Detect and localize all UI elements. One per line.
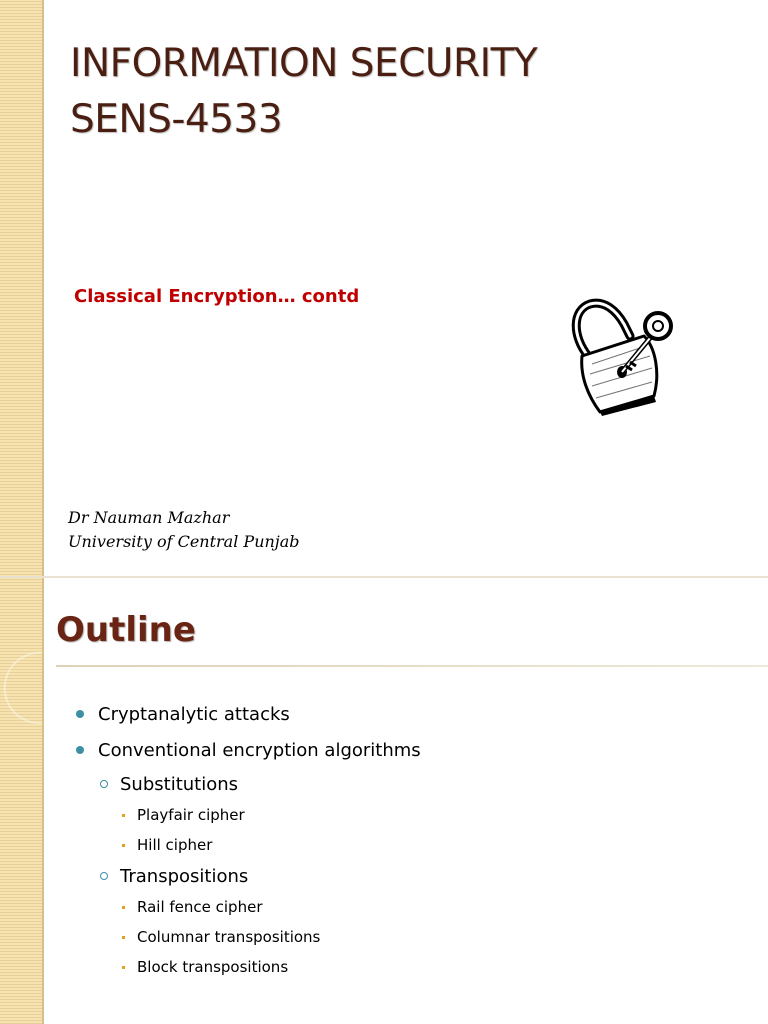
outline-title: Outline — [56, 610, 196, 650]
author-block — [68, 506, 300, 554]
list-item — [100, 768, 421, 800]
bullet-dot-icon — [76, 746, 84, 754]
list-item — [122, 922, 421, 952]
list-item-text: Playfair cipher — [137, 806, 245, 824]
decorative-side-stripe — [0, 578, 44, 1024]
decorative-side-stripe — [0, 0, 44, 578]
bullet-square-icon — [122, 936, 125, 939]
list-item-text: Block transpositions — [137, 958, 289, 976]
padlock-with-key-icon — [566, 292, 678, 416]
bullet-ring-icon — [100, 872, 108, 880]
list-item-text: Cryptanalytic attacks — [98, 703, 290, 725]
bullet-square-icon — [122, 906, 125, 909]
author-affiliation: University of Central Punjab — [68, 532, 300, 551]
list-item — [122, 892, 421, 922]
list-item-text: Conventional encryption algorithms — [98, 739, 421, 761]
outline-list — [76, 696, 421, 982]
slide-outline — [0, 578, 768, 1024]
bullet-dot-icon — [76, 710, 84, 718]
list-item — [100, 860, 421, 892]
list-item — [122, 952, 421, 982]
list-item — [76, 696, 421, 732]
list-item — [76, 732, 421, 768]
author-name: Dr Nauman Mazhar — [68, 508, 230, 527]
list-item-text: Rail fence cipher — [137, 898, 263, 916]
bullet-square-icon — [122, 814, 125, 817]
list-item-text: Columnar transpositions — [137, 928, 321, 946]
bullet-square-icon — [122, 844, 125, 847]
title-underline — [56, 665, 768, 667]
list-item-text: Hill cipher — [137, 836, 213, 854]
slide-title-heading — [70, 36, 537, 148]
list-item-text: Transpositions — [120, 865, 249, 887]
bullet-ring-icon — [100, 780, 108, 788]
list-item-text: Substitutions — [120, 773, 239, 795]
list-item — [122, 830, 421, 860]
slide-subtitle: Classical Encryption… contd — [74, 286, 360, 307]
title-line-2: SENS-4533 — [70, 97, 283, 142]
title-line-1: INFORMATION SECURITY — [70, 41, 538, 86]
list-item — [122, 800, 421, 830]
bullet-square-icon — [122, 966, 125, 969]
